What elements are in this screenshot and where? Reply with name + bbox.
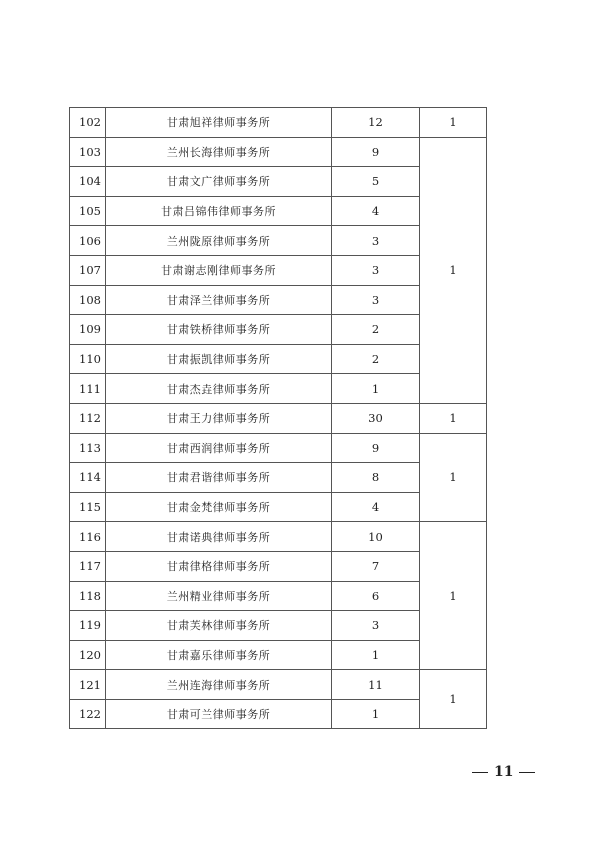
row-number: 113: [70, 433, 106, 463]
row-number: 117: [70, 551, 106, 581]
row-number: 103: [70, 137, 106, 167]
dash-right: [519, 772, 535, 773]
firm-name: 甘肃杰垚律师事务所: [106, 374, 332, 404]
page-number-text: 11: [494, 764, 514, 780]
lawyer-count: 4: [332, 196, 420, 226]
lawyer-count: 3: [332, 255, 420, 285]
row-number: 108: [70, 285, 106, 315]
lawyer-count: 30: [332, 403, 420, 433]
firm-name: 兰州长海律师事务所: [106, 137, 332, 167]
firm-name: 甘肃吕锦伟律师事务所: [106, 196, 332, 226]
row-number: 102: [70, 108, 106, 138]
lawyer-count: 2: [332, 344, 420, 374]
table-row: [70, 522, 487, 552]
lawyer-count: 9: [332, 137, 420, 167]
firm-name: 甘肃泽兰律师事务所: [106, 285, 332, 315]
lawyer-count: 8: [332, 463, 420, 493]
firm-name: 甘肃芙林律师事务所: [106, 611, 332, 641]
row-number: 106: [70, 226, 106, 256]
lawyer-count: 9: [332, 433, 420, 463]
firm-name: 甘肃诺典律师事务所: [106, 522, 332, 552]
table-row: [70, 108, 487, 138]
lawyer-count: 1: [332, 699, 420, 729]
lawyer-count: 1: [332, 640, 420, 670]
row-number: 122: [70, 699, 106, 729]
row-number: 104: [70, 167, 106, 197]
group-value: 1: [420, 137, 487, 403]
row-number: 116: [70, 522, 106, 552]
group-value: 1: [420, 670, 487, 729]
row-number: 119: [70, 611, 106, 641]
lawyer-count: 5: [332, 167, 420, 197]
firm-name: 甘肃铁桥律师事务所: [106, 315, 332, 345]
firm-name: 甘肃君谐律师事务所: [106, 463, 332, 493]
row-number: 112: [70, 403, 106, 433]
page-number: [466, 764, 541, 780]
table-row: [70, 137, 487, 167]
firm-name: 甘肃律格律师事务所: [106, 551, 332, 581]
row-number: 114: [70, 463, 106, 493]
row-number: 107: [70, 255, 106, 285]
row-number: 121: [70, 670, 106, 700]
firm-name: 甘肃文广律师事务所: [106, 167, 332, 197]
lawyer-count: 4: [332, 492, 420, 522]
lawyer-count: 10: [332, 522, 420, 552]
lawyer-count: 7: [332, 551, 420, 581]
firm-name: 甘肃金梵律师事务所: [106, 492, 332, 522]
group-value: 1: [420, 522, 487, 670]
group-value: 1: [420, 433, 487, 522]
firm-name: 兰州精业律师事务所: [106, 581, 332, 611]
row-number: 110: [70, 344, 106, 374]
table-body: [70, 108, 487, 729]
firm-name: 甘肃旭祥律师事务所: [106, 108, 332, 138]
firm-name: 甘肃西润律师事务所: [106, 433, 332, 463]
table-row: [70, 433, 487, 463]
lawyer-count: 3: [332, 226, 420, 256]
row-number: 120: [70, 640, 106, 670]
firm-name: 甘肃振凯律师事务所: [106, 344, 332, 374]
lawyer-count: 1: [332, 374, 420, 404]
row-number: 109: [70, 315, 106, 345]
firm-name: 甘肃王力律师事务所: [106, 403, 332, 433]
row-number: 111: [70, 374, 106, 404]
lawyer-count: 11: [332, 670, 420, 700]
lawyer-count: 6: [332, 581, 420, 611]
lawyer-count: 12: [332, 108, 420, 138]
group-value: 1: [420, 108, 487, 138]
dash-left: [472, 772, 488, 773]
lawyer-count: 3: [332, 611, 420, 641]
law-firm-table: [69, 107, 487, 729]
lawyer-count: 2: [332, 315, 420, 345]
firm-name: 甘肃谢志刚律师事务所: [106, 255, 332, 285]
firm-name: 兰州陇原律师事务所: [106, 226, 332, 256]
group-value: 1: [420, 403, 487, 433]
table-row: [70, 670, 487, 700]
row-number: 115: [70, 492, 106, 522]
row-number: 105: [70, 196, 106, 226]
firm-name: 甘肃可兰律师事务所: [106, 699, 332, 729]
row-number: 118: [70, 581, 106, 611]
table-row: [70, 403, 487, 433]
firm-name: 兰州连海律师事务所: [106, 670, 332, 700]
lawyer-count: 3: [332, 285, 420, 315]
firm-name: 甘肃嘉乐律师事务所: [106, 640, 332, 670]
